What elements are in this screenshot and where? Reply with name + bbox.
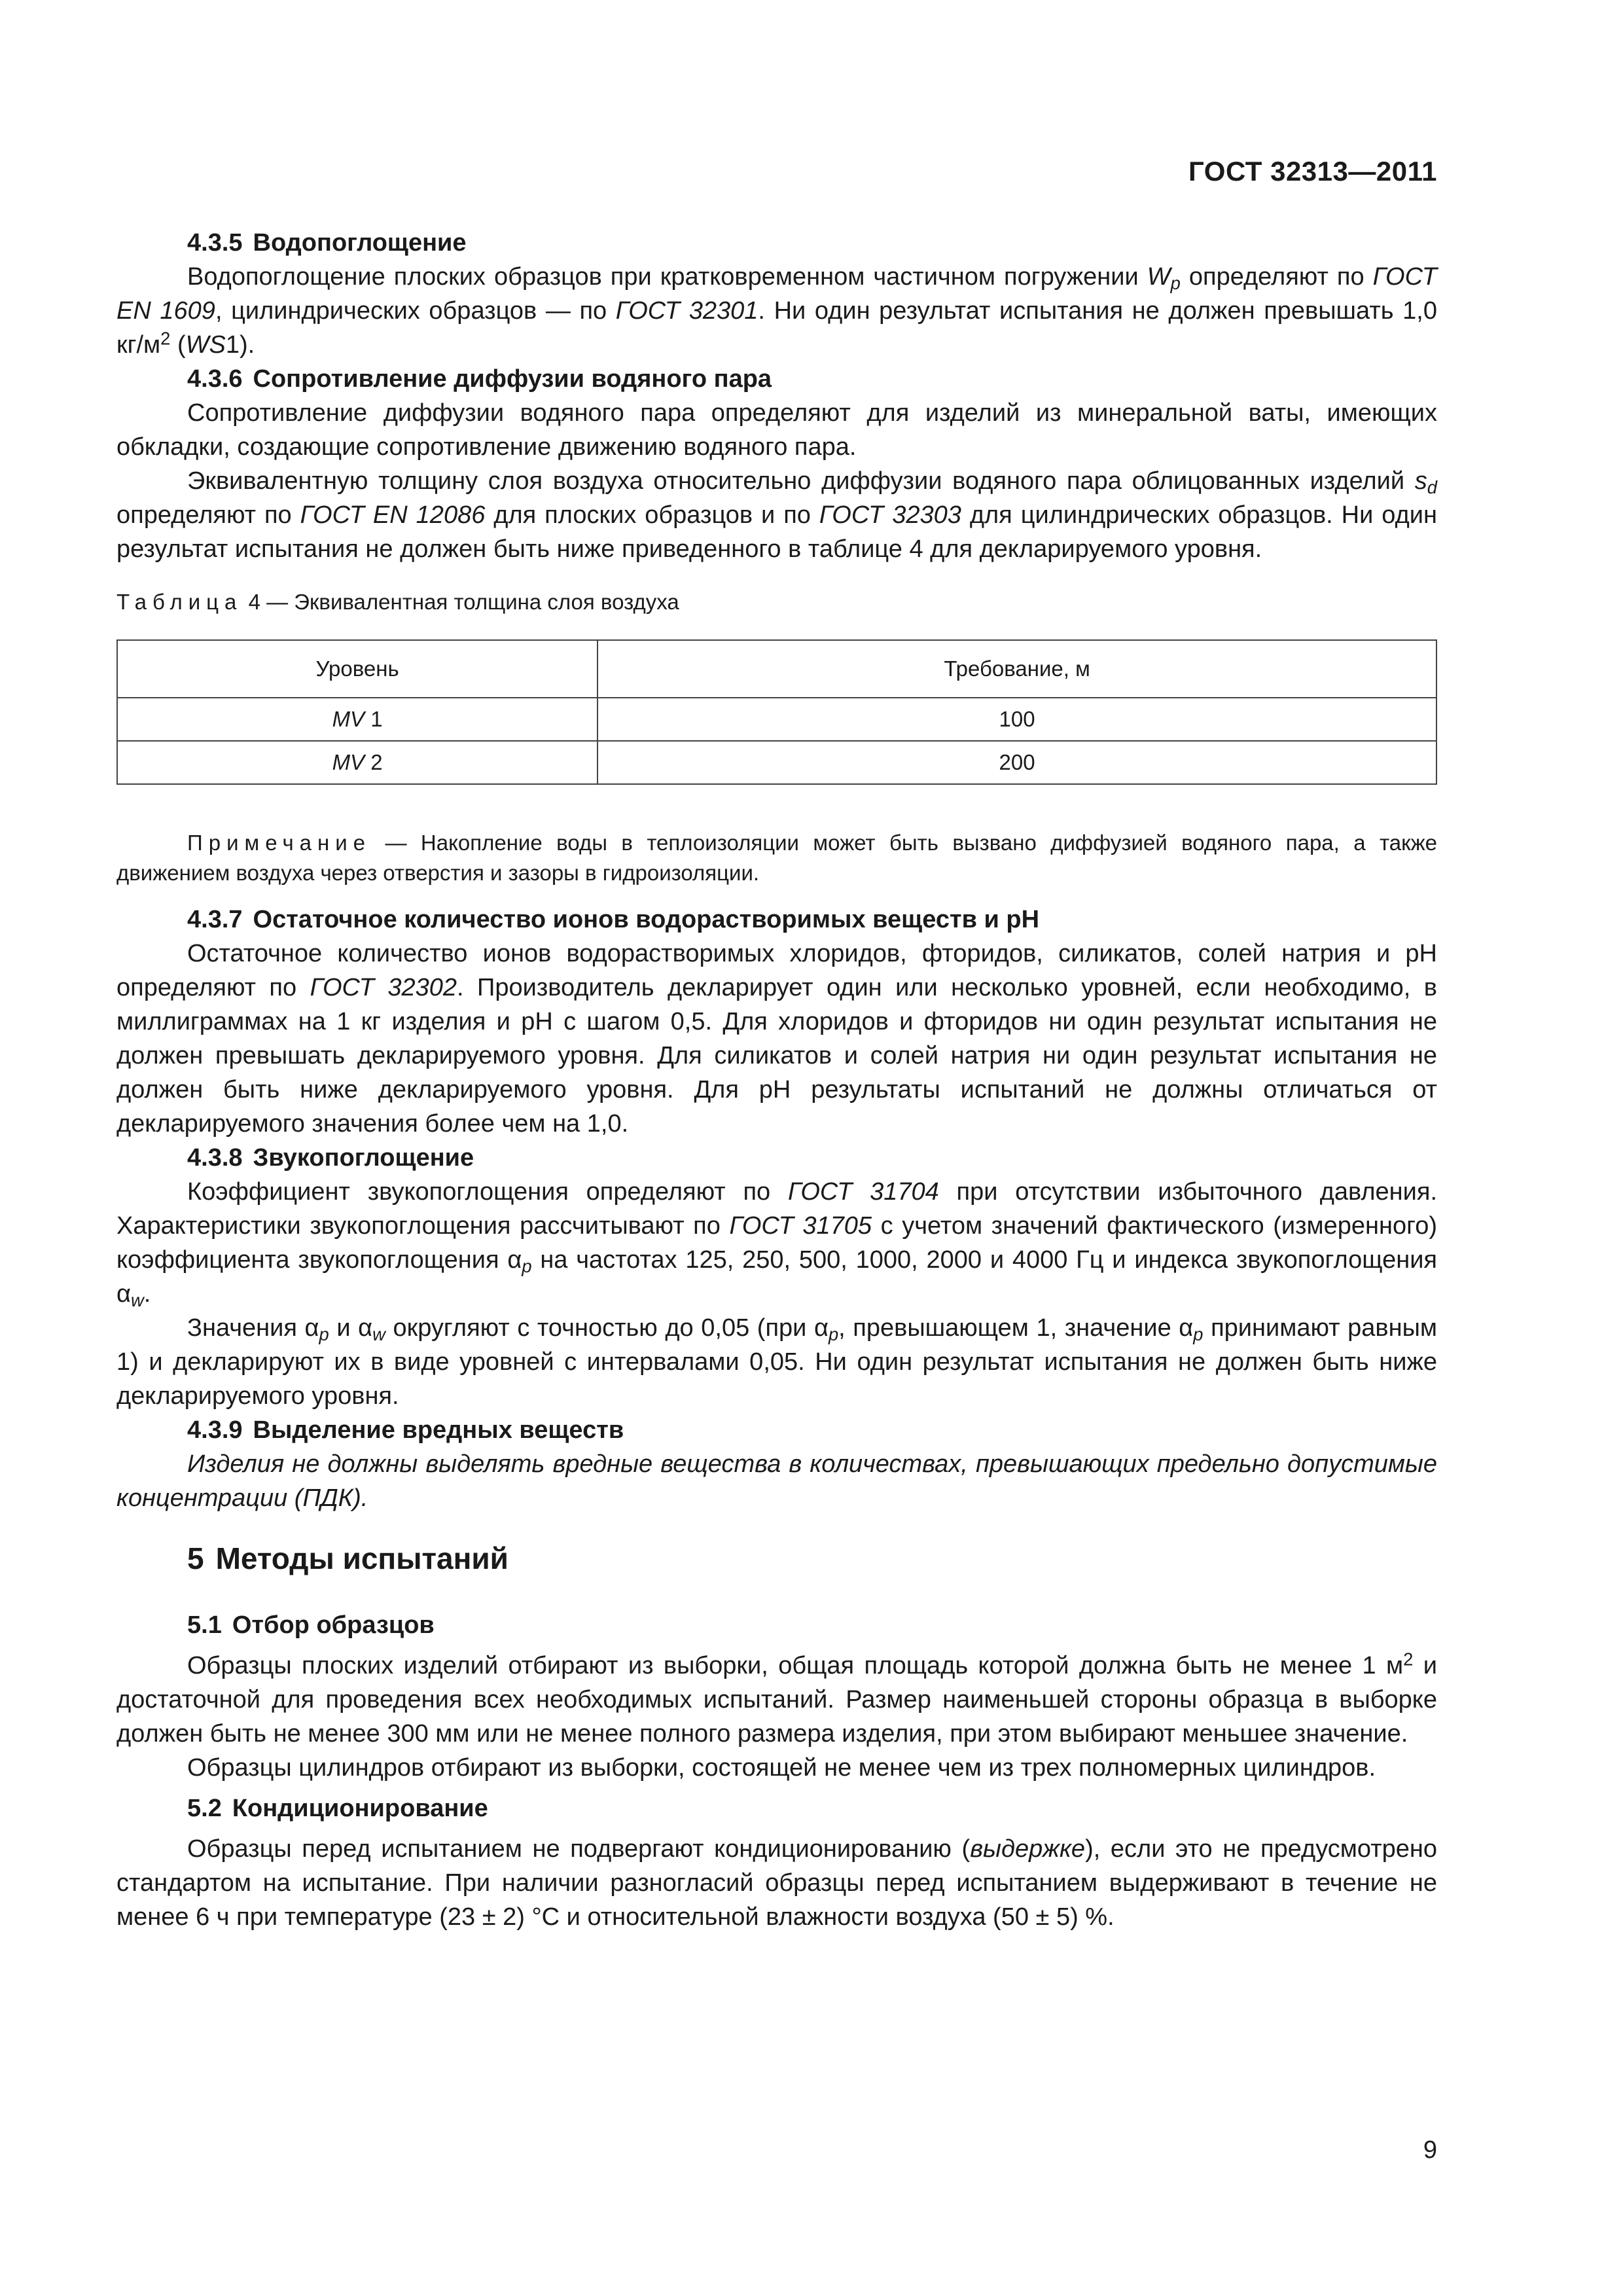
table-header-cell: Уровень — [117, 640, 597, 698]
paragraph-5-1-b: Образцы цилиндров отбирают из выборки, состоящей не менее чем из трех полномерных цилиндров. — [187, 1754, 1376, 1782]
standard-reference: ГОСТ 32301 — [615, 297, 758, 325]
paragraph-4-3-8-b: Значения $\alpha_p$ и $\alpha_w$ округляют с точностью до 0,05 (при $\alpha_p$, превышающем 1, значение $\alpha_p$ принимают равным 1) и декларируют их в виде уровней с интервалами 0,05. Ни один результат испытания не должен быть ниже декларируемого уровня. — [116, 1314, 1437, 1410]
subsection-heading-4-3-6 — [116, 362, 1437, 396]
standard-reference: ГОСТ EN 12086 — [300, 501, 486, 529]
table-cell-level: MV 2 — [117, 741, 597, 784]
subsection-number: 5.1 — [187, 1611, 222, 1639]
standard-reference: ГОСТ 32303 — [819, 501, 961, 529]
table-row — [117, 741, 1436, 784]
subsection-title: Водопоглощение — [253, 229, 467, 257]
paragraph-4-3-9: Изделия не должны выделять вредные вещества в количествах, превышающих предельно допустимые концентрации (ПДК). — [116, 1450, 1437, 1512]
table-header-cell: Требование, м — [597, 640, 1436, 698]
subsection-number: 4.3.6 — [187, 365, 243, 393]
subsection-number: 4.3.7 — [187, 906, 243, 933]
table-row — [117, 698, 1436, 741]
subsection-heading-4-3-7 — [116, 903, 1437, 937]
section-title: Методы испытаний — [215, 1541, 508, 1575]
paragraph-4-3-5: Водопоглощение плоских образцов при кратковременном частичном погружении $W_p$ определяют по ГОСТ EN 1609, цилиндрических образцов — по ГОСТ 32301. Ни один результат испытания не должен превышать 1,0 $кг/м^2$ (WS1). — [116, 263, 1437, 359]
document-header: ГОСТ 32313—2011 — [1188, 156, 1437, 187]
paragraph-4-3-7: Остаточное количество ионов водорастворимых хлоридов, фторидов, силикатов, солей натрия и pH определяют по ГОСТ 32302. Производитель декларирует один или несколько уровней, если необходимо, в миллиграммах на 1 кг изделия и pH с шагом 0,5. Для хлоридов и фторидов ни один результат испытания не должен превышать декларируемого уровня. Для силикатов и солей натрия ни один результат испытания не должен быть ниже декларируемого уровня. Для pH результаты испытаний не должны отличаться от декларируемого значения более чем на 1,0. — [116, 940, 1437, 1138]
standard-reference: ГОСТ 32302 — [310, 974, 457, 1001]
subsection-heading-4-3-8 — [116, 1141, 1437, 1175]
table-cell-value: 200 — [597, 741, 1436, 784]
subsection-title: Звукопоглощение — [253, 1144, 474, 1172]
paragraph-5-1-a: Образцы плоских изделий отбирают из выборки, общая площадь которой должна быть не менее 1 $м^2$ и достаточной для проведения всех необходимых испытаний. Размер наименьшей стороны образца в выборке должен быть не менее 300 мм или не менее полного размера изделия, при этом выбирают меньшее значение. — [116, 1649, 1437, 1748]
standard-reference: ГОСТ EN 1609 — [116, 263, 1437, 325]
subsection-title: Кондиционирование — [232, 1795, 488, 1822]
paragraph-4-3-8-a: Коэффициент звукопоглощения определяют по ГОСТ 31704 при отсутствии избыточного давления. Характеристики звукопоглощения рассчитывают по ГОСТ 31705 с учетом значений фактического (измеренного) коэффициента звукопоглощения $\alpha_p$ на частотах 125, 250, 500, 1000, 2000 и 4000 Гц и индекса звукопоглощения $\alpha_w$. — [116, 1178, 1438, 1310]
subsection-number: 4.3.8 — [187, 1144, 243, 1172]
paragraph-4-3-6-b: Эквивалентную толщину слоя воздуха относительно диффузии водяного пара облицованных изделий $s_d$ определяют по ГОСТ EN 12086 для плоских образцов и по ГОСТ 32303 для цилиндрических образцов. Ни один результат испытания не должен быть ниже приведенного в таблице 4 для декларируемого уровня. — [116, 467, 1437, 563]
paragraph-4-3-6-a: Сопротивление диффузии водяного пара определяют для изделий из минеральной ваты, имеющих обкладки, создающие сопротивление движению водяного пара. — [116, 399, 1437, 461]
subsection-number: 5.2 — [187, 1795, 222, 1822]
page-number: 9 — [1423, 2136, 1437, 2164]
section-heading-5 — [116, 1541, 1437, 1575]
subsection-number: 4.3.5 — [187, 229, 243, 257]
table-4 — [116, 639, 1437, 785]
subsection-title: Остаточное количество ионов водорастворимых веществ и pH — [253, 906, 1040, 933]
standard-reference: ГОСТ 31704 — [787, 1178, 939, 1206]
table-caption: Таблица 4 — Эквивалентная толщина слоя воздуха — [116, 590, 679, 614]
table-cell-value: 100 — [597, 698, 1436, 741]
paragraph-5-2: Образцы перед испытанием не подвергают кондиционированию (выдержке), если это не предусмотрено стандартом на испытание. При наличии разногласий образцы перед испытанием выдерживают в течение не менее 6 ч при температуре (23 ± 2) °С и относительной влажности воздуха (50 ± 5) %. — [116, 1835, 1437, 1931]
document-body — [116, 226, 1437, 1934]
subsection-heading-5-1 — [116, 1608, 1437, 1642]
subsection-heading-4-3-9 — [116, 1413, 1437, 1447]
standard-reference: ГОСТ 31705 — [729, 1212, 872, 1240]
subsection-title: Сопротивление диффузии водяного пара — [253, 365, 772, 393]
subsection-heading-4-3-5 — [116, 226, 1437, 260]
table-cell-level: MV 1 — [117, 698, 597, 741]
subsection-title: Выделение вредных веществ — [253, 1416, 624, 1444]
subsection-heading-5-2 — [116, 1791, 1437, 1825]
section-number: 5 — [187, 1541, 204, 1575]
subsection-title: Отбор образцов — [232, 1611, 435, 1639]
subsection-number: 4.3.9 — [187, 1416, 243, 1444]
table-note: Примечание — Накопление воды в теплоизоляции может быть вызвано диффузией водяного пара, а также движением воздуха через отверстия и зазоры в гидроизоляции. — [116, 831, 1437, 885]
